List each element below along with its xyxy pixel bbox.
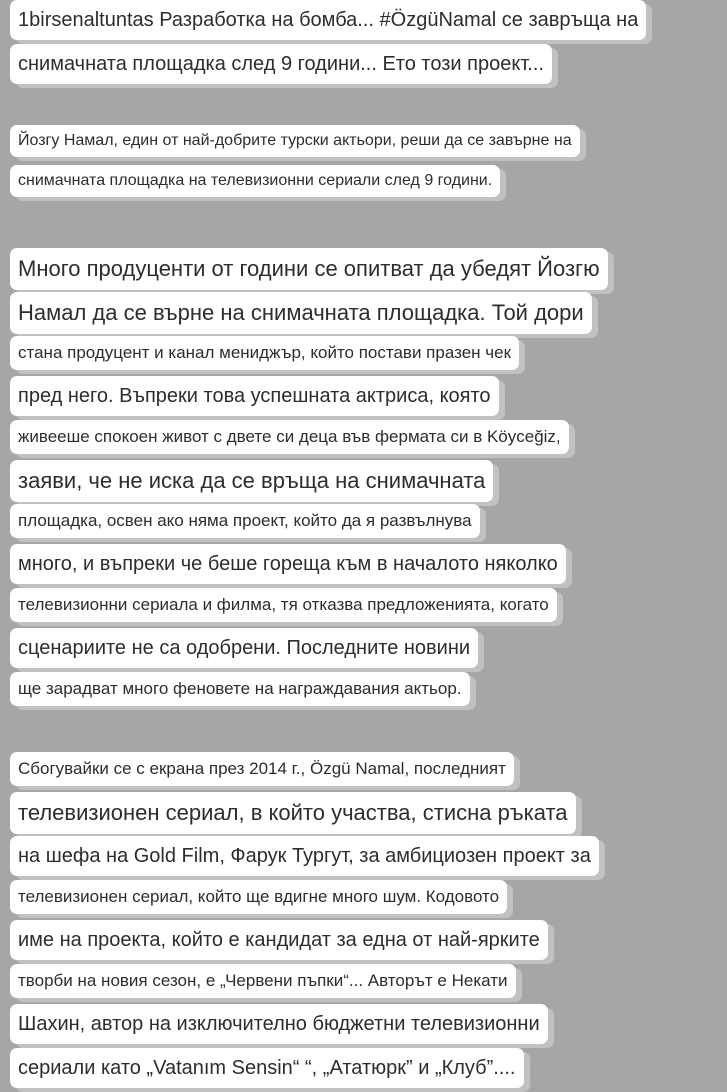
text-line: Шахин, автор на изключително бюджетни телевизионни [10,1004,548,1044]
text-line: снимачната площадка на телевизионни сериали след 9 години. [10,165,500,197]
text-line: име на проекта, който е кандидат за една от най-ярките [10,920,548,960]
text-line: телевизионни сериала и филма, тя отказва предложенията, когато [10,588,557,622]
paragraph-project [0,752,727,1092]
text-line: творби на новия сезон, е „Червени пъпки“... Авторът е Некати [10,964,516,998]
text-line: снимачната площадка след 9 години... Ето този проект... [10,44,552,84]
text-line: много, и въпреки че беше гореща към в началото няколко [10,544,566,584]
text-line: телевизионен сериал, който ще вдигне много шум. Кодовото [10,880,507,914]
text-line: 1birsenaltuntas Разработка на бомба... #ÖzgüNamal се завръща на [10,0,646,40]
text-line: живееше спокоен живот с двете си деца във фермата си в Köyceğiz, [10,420,569,454]
text-line: сериали като „Vatanım Sensin“ “, „Ататюрк” и „Клуб”.... [10,1048,524,1088]
text-line: ще зарадват много феновете на награждавания актьор. [10,672,470,706]
text-line: пред него. Въпреки това успешната актриса, която [10,376,499,416]
text-line: Сбогувайки се с екрана през 2014 г., Özgü Namal, последният [10,752,514,786]
text-line: заяви, че не иска да се връща на снимачната [10,460,493,502]
text-line: Много продуценти от години се опитват да убедят Йозгю [10,248,608,290]
text-line: телевизионен сериал, в който участва, стисна ръката [10,792,576,834]
text-line: на шефа на Gold Film, Фарук Тургут, за амбициозен проект за [10,836,599,876]
paragraph-intro [0,0,727,88]
paragraph-background [0,248,727,712]
text-line: стана продуцент и канал мениджър, който постави празен чек [10,336,519,370]
text-line: площадка, освен ако няма проект, който да я развълнува [10,504,480,538]
text-line: сценариите не са одобрени. Последните новини [10,628,478,668]
paragraph-summary [0,125,727,205]
text-line: Йозгу Намал, един от най-добрите турски актьори, реши да се завърне на [10,125,580,157]
text-line: Намал да се върне на снимачната площадка. Той дори [10,292,592,334]
